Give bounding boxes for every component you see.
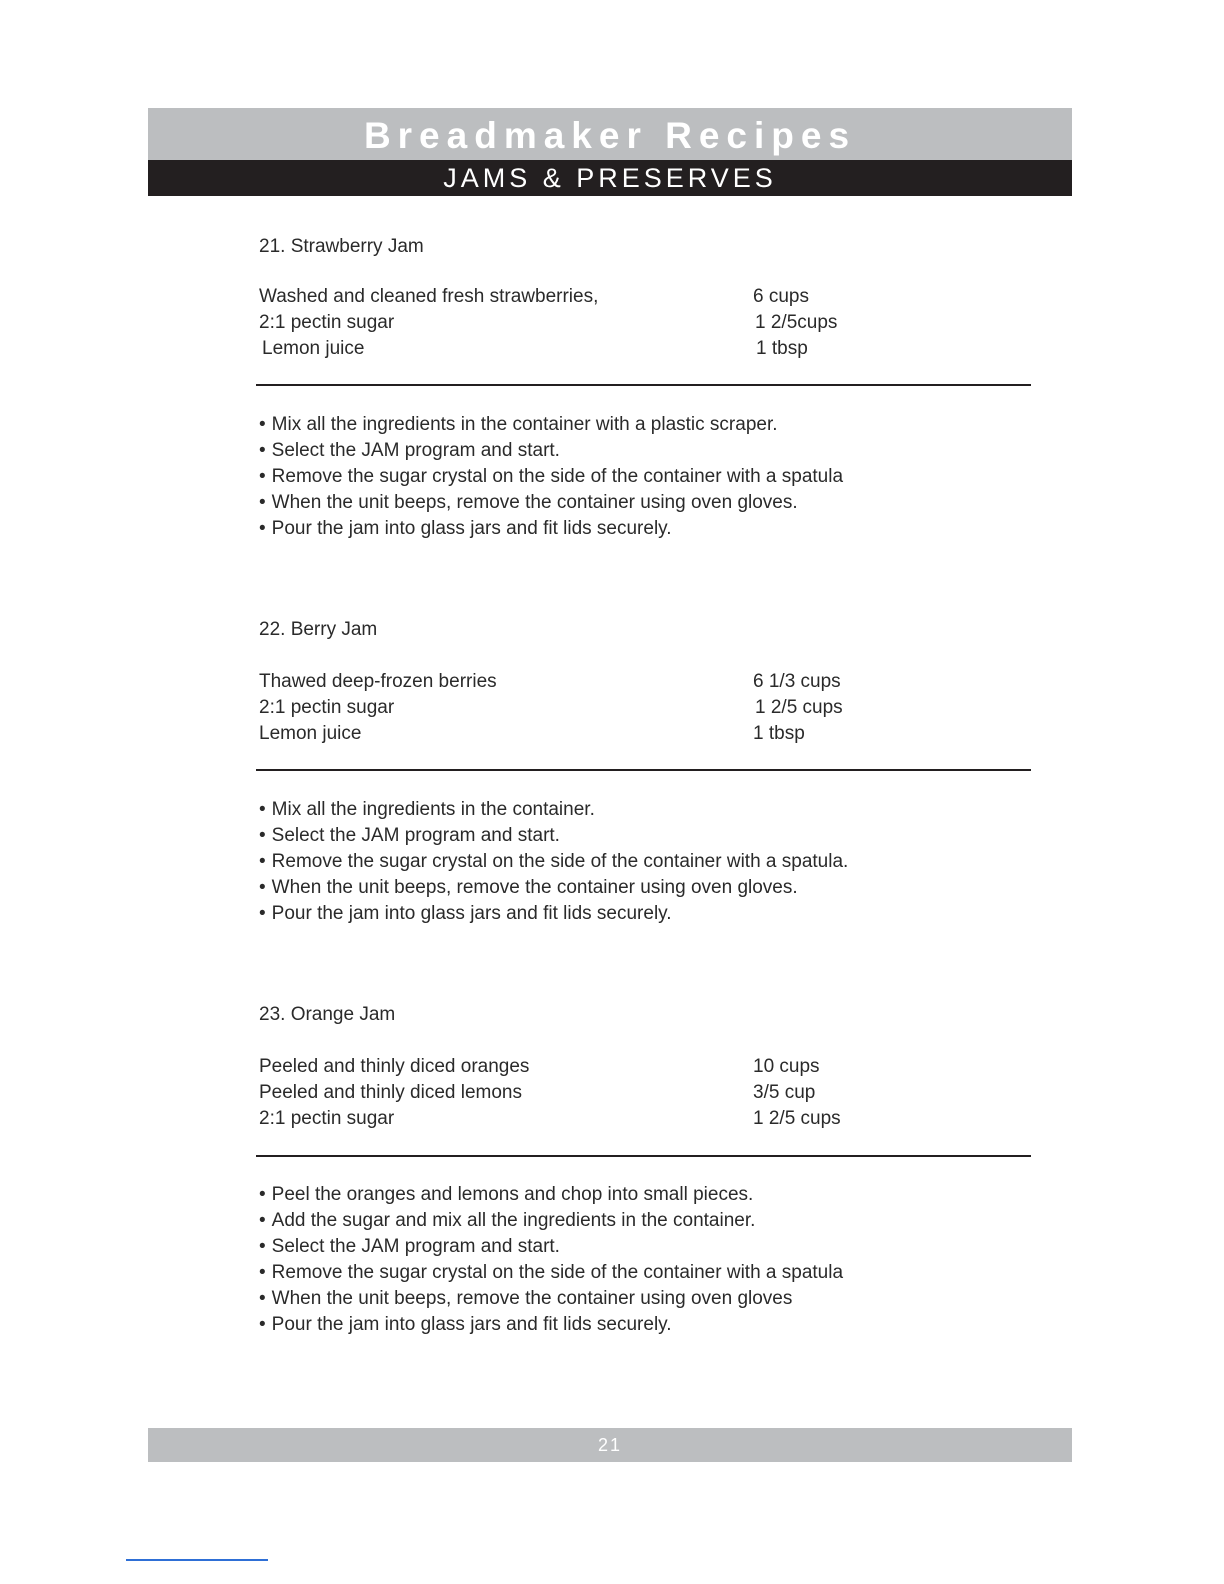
step-item: • Remove the sugar crystal on the side of the container with a spatula.	[259, 849, 848, 875]
ingredient-name: 2:1 pectin sugar	[259, 697, 395, 718]
ingredient-row	[259, 1054, 959, 1080]
step-item: • Select the JAM program and start.	[259, 823, 848, 849]
step-item: • Select the JAM program and start.	[259, 1234, 843, 1260]
step-list	[259, 412, 843, 542]
ingredient-row	[259, 336, 959, 362]
ingredient-name: Lemon juice	[262, 338, 365, 359]
section-title: JAMS & PRESERVES	[443, 163, 777, 193]
recipe-title: 23. Orange Jam	[259, 1004, 396, 1025]
recipe-title: 21. Strawberry Jam	[259, 236, 424, 257]
ingredient-quantity: 1 2/5cups	[755, 312, 838, 333]
step-item: • Mix all the ingredients in the container with a plastic scraper.	[259, 412, 843, 438]
header-banner	[148, 108, 1072, 160]
recipe-title: 22. Berry Jam	[259, 619, 378, 640]
ingredient-quantity: 3/5 cup	[753, 1082, 816, 1103]
step-item: • When the unit beeps, remove the container using oven gloves.	[259, 875, 848, 901]
ingredient-row	[259, 669, 959, 695]
step-item: • Mix all the ingredients in the container.	[259, 797, 848, 823]
step-item: • Peel the oranges and lemons and chop into small pieces.	[259, 1182, 843, 1208]
ingredient-row	[259, 310, 959, 336]
ingredient-quantity: 6 1/3 cups	[753, 671, 841, 692]
ingredient-name: Peeled and thinly diced lemons	[259, 1082, 523, 1103]
ingredient-quantity: 10 cups	[753, 1056, 820, 1077]
step-item: • Add the sugar and mix all the ingredients in the container.	[259, 1208, 843, 1234]
page-title: Breadmaker Recipes	[363, 114, 857, 156]
section-banner	[148, 160, 1072, 196]
ingredient-name: 2:1 pectin sugar	[259, 1108, 395, 1129]
ingredient-quantity: 1 tbsp	[756, 338, 808, 359]
divider	[256, 384, 1031, 386]
ingredient-row	[259, 721, 959, 747]
step-item: • Remove the sugar crystal on the side of the container with a spatula	[259, 1260, 843, 1286]
footer-bar	[148, 1428, 1072, 1462]
divider	[256, 769, 1031, 771]
ingredient-row	[259, 1080, 959, 1106]
ingredient-quantity: 1 2/5 cups	[753, 1108, 841, 1129]
bottom-rule	[126, 1559, 268, 1561]
page-number: 21	[597, 1434, 623, 1455]
ingredient-row	[259, 284, 959, 310]
step-list	[259, 1182, 843, 1338]
ingredient-name: Peeled and thinly diced oranges	[259, 1056, 530, 1077]
ingredient-name: Washed and cleaned fresh strawberries,	[259, 286, 599, 307]
ingredient-row	[259, 695, 959, 721]
ingredient-name: 2:1 pectin sugar	[259, 312, 395, 333]
step-item: • Remove the sugar crystal on the side of the container with a spatula	[259, 464, 843, 490]
step-list	[259, 797, 848, 927]
ingredient-quantity: 1 2/5 cups	[755, 697, 843, 718]
ingredient-quantity: 6 cups	[753, 286, 809, 307]
ingredient-row	[259, 1106, 959, 1132]
divider	[256, 1155, 1031, 1157]
step-item: • Pour the jam into glass jars and fit lids securely.	[259, 516, 843, 542]
ingredient-list	[259, 669, 959, 747]
ingredient-name: Lemon juice	[259, 723, 362, 744]
step-item: • When the unit beeps, remove the container using oven gloves	[259, 1286, 843, 1312]
ingredient-quantity: 1 tbsp	[753, 723, 805, 744]
ingredient-list	[259, 1054, 959, 1132]
step-item: • When the unit beeps, remove the container using oven gloves.	[259, 490, 843, 516]
ingredient-name: Thawed deep-frozen berries	[259, 671, 497, 692]
step-item: • Pour the jam into glass jars and fit lids securely.	[259, 901, 848, 927]
ingredient-list	[259, 284, 959, 362]
step-item: • Pour the jam into glass jars and fit lids securely.	[259, 1312, 843, 1338]
step-item: • Select the JAM program and start.	[259, 438, 843, 464]
